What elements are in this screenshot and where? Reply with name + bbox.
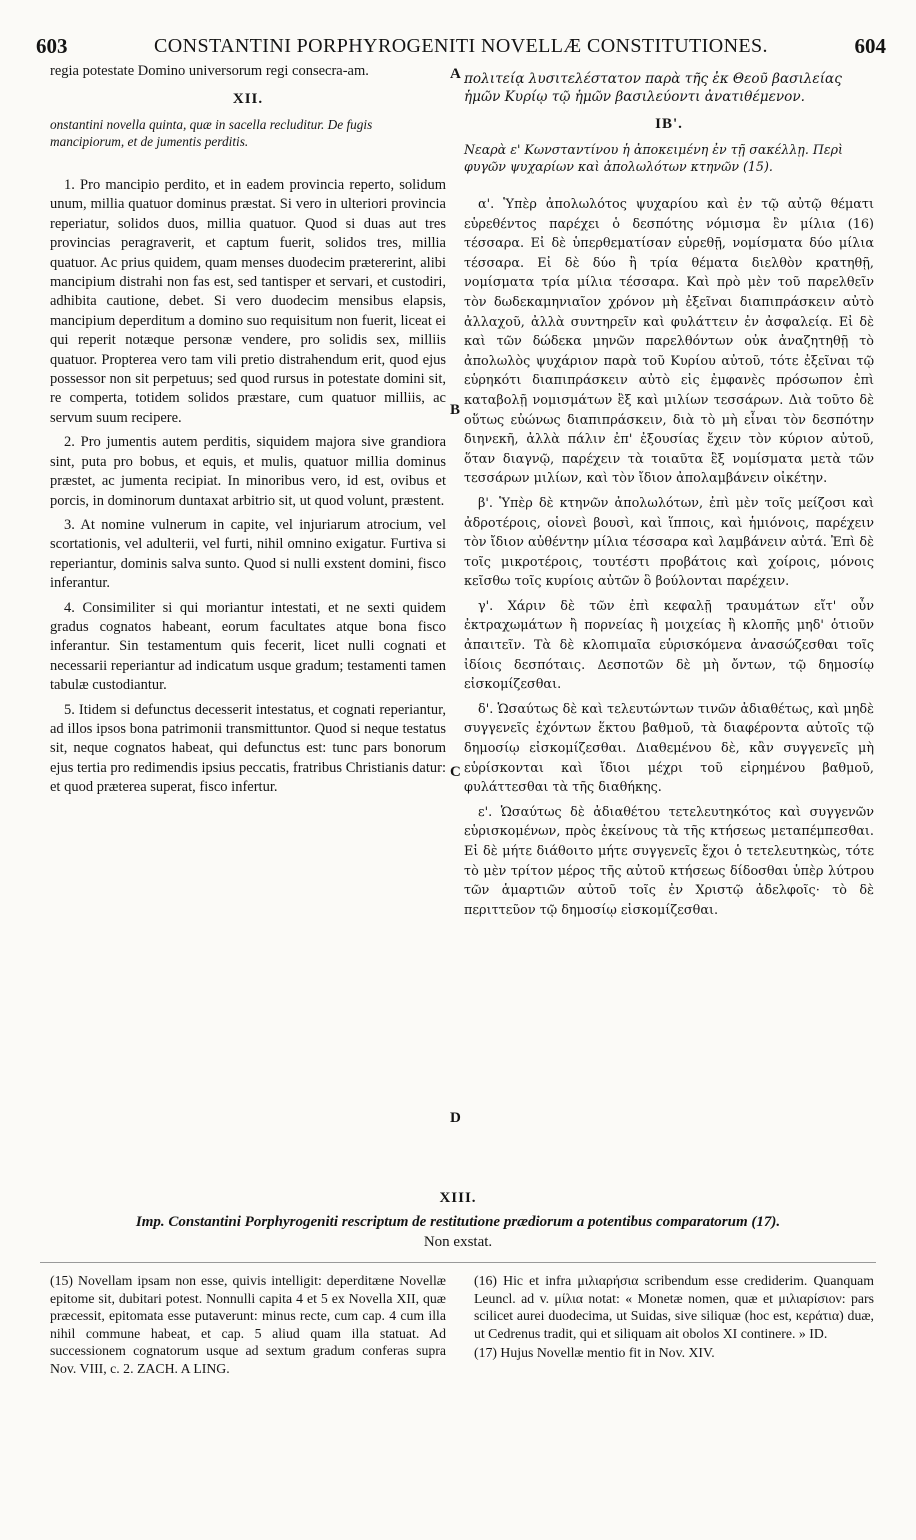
section-13-block <box>40 1190 876 1251</box>
footnote-17: (17) Hujus Novellæ mentio fit in Nov. XIV. <box>474 1345 715 1361</box>
greek-column <box>464 70 874 925</box>
latin-section-number: XII. <box>232 91 264 107</box>
margin-letter-b: B <box>450 402 461 418</box>
greek-paragraph-2: β'. Ὑπὲρ δὲ κτηνῶν ἀπολωλότων, ἐπὶ μὲν τοῖς μείζοσι καὶ ἀδροτέροις, οἱονεὶ βουσὶ, καὶ ἵπποις, καὶ ἡμιόνοις, παρέχειν τὸν ἴδιον αὐθέντην μίλια τέσσαρα καὶ λαμβάνειν αὐτά. Ἐπὶ δὲ τοῖς μικροτέροις, τουτέστι προβάτοις καὶ χοίροις, μόνοις κεῖσθω τοῖς κυρίοις αὐτῶν ὃ βούλονται παρέχειν. <box>464 495 874 590</box>
greek-paragraph-5: ε'. Ὡσαύτως δὲ ἀδιαθέτου τετελευτηκότος καὶ συγγενῶν εὑρισκομένων, πρὸς ἐκείνους τὰ τῆς κτήσεως μεταπέμπεσθαι. Εἰ δὲ μήτε διάθοιτο μήτε συγγενεῖς ἔχοι ὁ τετελευτηκὼς, τότε τὸ μὲν τρίτον μέρος τῆς αὐτοῦ κτήσεως δίδοσθαι ὑπὲρ λύτρου τῶν ἁμαρτιῶν αὐτοῦ τοῖς ἐν Χριστῷ ἀδελφοῖς· τὸ δὲ περιττεῦον τῷ δημοσίῳ εἰσκομίζεσθαι. <box>464 804 874 918</box>
latin-paragraph-3: 3. At nomine vulnerum in capite, vel injuriarum atrocium, vel scortationis, vel adulterii, vel furti, nihil omnino exigatur. Furtiva si reperiantur, dominis salva sunto. Quod si nulli exstent domini, fisco inferantur. <box>50 516 446 592</box>
section-13-title: Imp. Constantini Porphyrogeniti rescriptum de restitutione prædiorum a potentibus comparatorum (17). <box>135 1214 781 1230</box>
footnote-divider <box>40 1262 876 1263</box>
latin-continuation: regia potestate Domino universorum regi consecra-am. <box>50 63 369 79</box>
latin-paragraph-4: 4. Consimiliter si qui moriantur intestati, et ne sexti quidem gradus cognatos habeant, eorum facultates atque bona fisco inferantur. Sin testamentum quis fecerit, licet nulli cognati et necessarii reperiantur ad indicatum usque gradum; testamenti tamen tabulæ custodiantur. <box>50 599 446 694</box>
margin-letter-c: C <box>450 764 461 780</box>
footnotes-right <box>474 1272 874 1364</box>
latin-novel-title: onstantini novella quinta, quæ in sacella recluditur. De fugis mancipiorum, et de jumentis perditis. <box>50 117 373 149</box>
section-13-number: XIII. <box>439 1190 477 1206</box>
greek-paragraph-3: γ'. Χάριν δὲ τῶν ἐπὶ κεφαλῇ τραυμάτων εἴτ' οὖν ἐκτραχωμάτων ἢ πορνείας ἢ μοιχείας ἢ κλοπῆς μηδ' ὁτιοῦν ἀπαιτεῖν. Τὰ δὲ κλοπιμαῖα εὑρισκόμενα ἀνασώζεσθαι τοῖς ἰδίοις δεσπόταις. Δεσποτῶν δὲ μὴ ὄντων, τῷ δημοσίῳ εἰσκομίζεσθαι. <box>464 598 874 693</box>
page-number-right: 604 <box>854 34 886 58</box>
footnotes-left <box>50 1272 446 1380</box>
latin-column <box>50 62 446 803</box>
greek-novel-title: Νεαρὰ ε' Κωνσταντίνου ἡ ἀποκειμένη ἐν τῇ σακέλλῃ. Περὶ φυγῶν ψυχαρίων καὶ ἀπολωλότων κτηνῶν (15). <box>464 142 843 174</box>
latin-paragraph-1: 1. Pro mancipio perdito, et in eadem provincia reperto, solidum unum, millia quatuor dominus præstat. Si vero in ulteriori provincia reperiatur, solidos duos, millia quatuor. Quod si duas aut tres provincias peragraverit, et captum fuerit, solidos tres, millia quatuor. Ac prius quidem, quam menses duodecim prætererint, alibi mancipium distrahi non fas est, sed tantisper et servari, et custodiri, adhibita cautione, debet. Si vero duodecim mensibus elapsis, mancipium deperditum a domino suo requisitum non fuerit, liceat ei qui reperit notæque personæ vendere, pro solidis sex, milliis quatuor. Propterea vero tam vili pretio distrahendum erit, quod ejus possessor non sit perpetuus; sed quod rursus in potestate domini sit, re comperta, totidem solidos præstare, cum quatuor milliis, ac servum suum recipere. <box>50 177 446 426</box>
margin-letter-a: A <box>450 66 461 82</box>
section-13-status: Non exstat. <box>423 1234 493 1250</box>
running-title: CONSTANTINI PORPHYROGENITI NOVELLÆ CONSTITUTIONES. <box>154 35 768 57</box>
footnote-16: (16) Hic et infra μιλιαρήσια scribendum esse crediderim. Quanquam Leuncl. ad v. μίλια notat: « Monetæ nomen, quæ et μιλιαρίσιον: pars scilicet aurei duodecima, ut Suidas, sive siliquæ (hoc est, κεράτια) duæ, ut Cedrenus tradit, qui et siliquam ait obolos XI continere. » ID. <box>474 1273 874 1341</box>
page-number-left: 603 <box>36 34 68 58</box>
greek-continuation: πολιτείᾳ λυσιτελέστατον παρὰ τῆς ἐκ Θεοῦ βασιλείας ἡμῶν Κυρίῳ τῷ ἡμῶν βασιλεύοντι ἀνατιθέμενον. <box>464 71 842 105</box>
page-header <box>36 34 886 60</box>
footnote-15: (15) Novellam ipsam non esse, quivis intelligit: deperditæne Novellæ epitome sit, dubitari potest. Nonnulli capita 4 et 5 ex Novella XII, quæ præcessit, epitomata esse putaverunt: minus recte, cum cap. 4 cum illa nihil commune habeat, et cap. 5 aliud quam illa statuat. Ad successionem cognatorum usque ad sextum gradum conferas supra Nov. VIII, c. 2. ZACH. A LING. <box>50 1273 446 1376</box>
latin-paragraph-5: 5. Itidem si defunctus decesserit intestatus, et cognati reperiantur, ad illos ipsos bona patrimonii transmittuntor. Quod si neque testatus sit, neque cognatos habeat, qui defunctus est: tunc pars bonorum ejus tertia pro redimendis ipsius peccatis, fratribus Christianis datur: et quod præterea superat, fisco infertur. <box>50 701 446 796</box>
greek-section-number: ΙΒ'. <box>655 116 683 132</box>
greek-paragraph-4: δ'. Ὡσαύτως δὲ καὶ τελευτώντων τινῶν ἀδιαθέτως, καὶ μηδὲ συγγενεῖς ἐχόντων ἕκτου βαθμοῦ, τὰ διαφέροντα αὐτοῖς τῷ δημοσίῳ εἰσκομίζεσθαι. Διαθεμένου δὲ, κἂν συγγενεῖς μὴ εὑρίσκονται καὶ ἴδιοι μέχρι τοῦ εἰρημένου βαθμοῦ, φυλάττεσθαι τὰ τῆς διαθήκης. <box>464 701 874 796</box>
latin-paragraph-2: 2. Pro jumentis autem perditis, siquidem majora sive grandiora sint, puta pro bobus, et equis, et mulis, quatuor millia dominus præstet, ac jumenta recipiat. In minoribus vero, id est, ovibus et porcis, in dominorum duntaxat arbitrio sit, ut quod volunt, præstent. <box>50 434 446 509</box>
margin-letter-d: D <box>450 1110 461 1126</box>
greek-paragraph-1: α'. Ὑπὲρ ἀπολωλότος ψυχαρίου καὶ ἐν τῷ αὐτῷ θέματι εὑρεθέντος παρέχει ὁ δεσπότης νόμισμα ἓν μίλια (16) τέσσαρα. Εἰ δὲ ὑπερθεματίσαν εὑρεθῇ, νομίσματα δύο μίλια τέσσαρα. Εἰ δὲ δύο ἢ τρία θέματα διελθὸν κρατηθῇ, νομίσματα τρία μίλια τέσσαρα. Καὶ πρὸ μὲν τοῦ παρελθεῖν τὸν δωδεκαμηνιαῖον χρόνον μὴ ἐξεῖναι διαπιπράσκειν αὐτὸ ἀλλαχοῦ, ἀλλὰ συντηρεῖν καὶ φυλάττειν ἐν ἀσφαλείᾳ. Εἰ δὲ καὶ τῶν δώδεκα μηνῶν παρελθόντων οὐκ ἀναζητηθῇ τὸ ἀπολωλὸς ψυχάριον παρὰ τοῦ Κυρίου αὐτοῦ, τότε ἐξεῖναι τῷ εὑρηκότι διαπιπράσκειν αὐτὸ εἰς ἐμφανὲς πρόσωπον ἐπὶ καταβολῇ νομισμάτων ἓξ καὶ μιλίων τεσσάρων. Διὰ τοῦτο δὲ οὕτως εὐώνως διαπιπράσκειν, διὰ τὸ μὴ εἶναι τὸν δεσπότην διηνεκῆ, ἀλλὰ πάλιν ἐπ' ἐξουσίας ἔχειν τὸν κύριον αὐτοῦ, ὅταν διαγνῷ, παρέχειν τὰ τοιαῦτα ἓξ νομίσματα μετὰ τῶν τεσσάρων μιλίων, καὶ τὸν ἴδιον ἀπολαμβάνειν οἰκέτην. <box>464 197 874 487</box>
